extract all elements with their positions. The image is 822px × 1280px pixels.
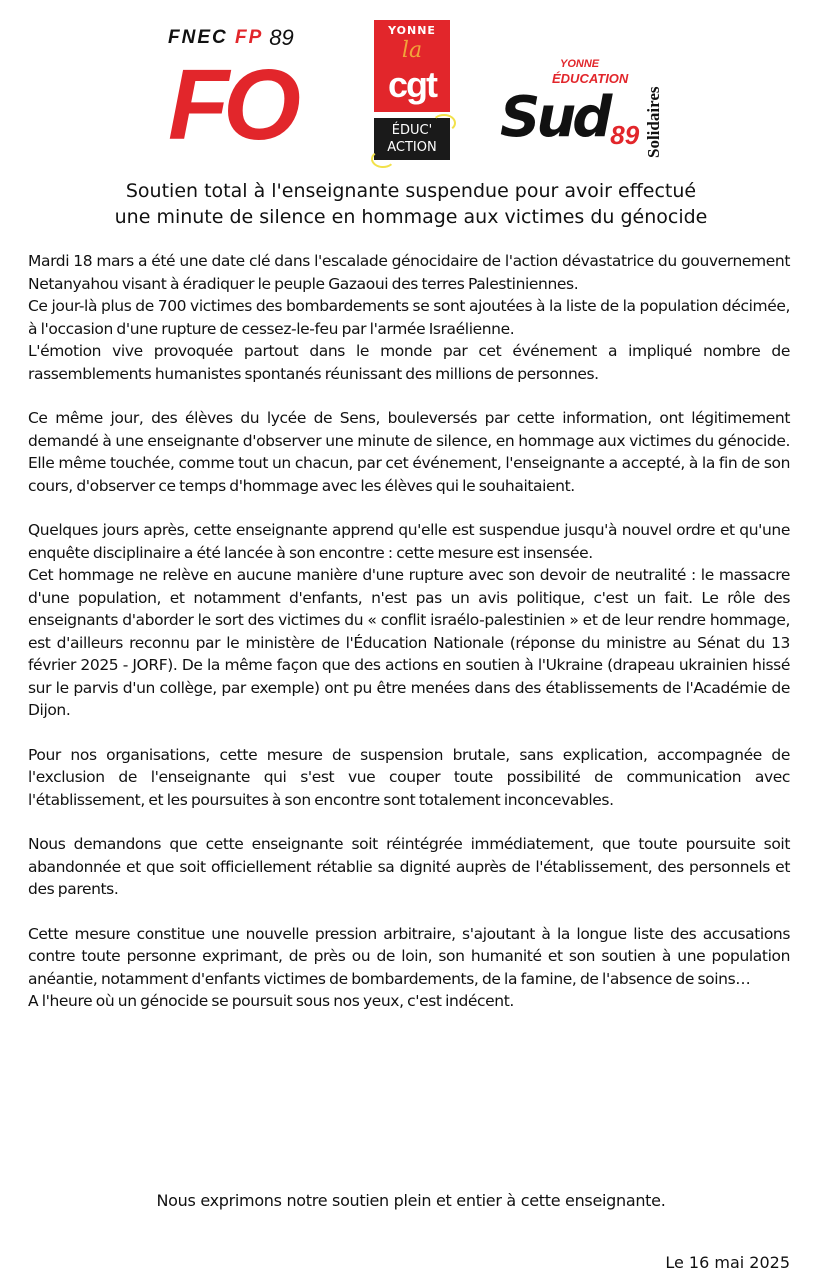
paragraph-text: L'émotion vive provoquée partout dans le monde par cet événement a impliqué nombre de rassemblements humanistes spontanés réunissant des millions de personnes. [28,342,790,383]
fo-logo-number: 89 [269,25,294,50]
fo-logo-fnec: FNEC [168,27,228,48]
cgt-logo-la: la [401,38,423,63]
sud-logo-side [643,58,665,162]
cgt-educaction-logo [374,20,450,160]
fo-logo-fp: FP [235,27,264,48]
document-body [28,250,790,1035]
sud-education-solidaires-logo [500,58,680,162]
paragraph-text: A l'heure où un génocide se poursuit sous nos yeux, c'est indécent. [28,992,514,1010]
closing-statement: Nous exprimons notre soutien plein et entier à cette enseignante. [156,1191,666,1210]
title-line-1: Soutien total à l'enseignante suspendue pour avoir effectué [125,180,697,202]
fo-logo-top-row [168,26,294,50]
cgt-logo-word: cgt [388,64,436,105]
sud-logo-solidaires: Solidaires [644,86,664,158]
paragraph-text: Ce jour-là plus de 700 victimes des bombardements se sont ajoutées à la liste de la population décimée, à l'occasion d'une rupture de cessez-le-feu par l'armée Israélienne. [28,297,790,338]
cgt-logo-educ: ÉDUC' [391,123,433,138]
cgt-logo-arrow-arc [371,150,395,168]
logos-header [0,0,822,170]
cgt-logo-arrow-arc [432,114,456,132]
paragraph-2 [28,407,790,497]
document-title [0,178,822,230]
sud-logo-word-row [500,86,639,150]
cgt-logo-red-block [374,20,450,112]
sud-logo-section: ÉDUCATION [552,71,629,86]
paragraph-text: Pour nos organisations, cette mesure de suspension brutale, sans explication, accompagnée de l'exclusion de l'enseignante qui s'est vue couper toute possibilité de communication avec l'établissement, et les poursuites à son encontre sont totalement inconcevables. [28,745,790,809]
sud-logo-main [500,58,639,162]
paragraph-text: Quelques jours après, cette enseignante apprend qu'elle est suspendue jusqu'à nouvel ordre et qu'une enquête disciplinaire a été lancée à son encontre : cette mesure est insensée. [28,521,790,562]
document-date: Le 16 mai 2025 [665,1253,790,1272]
fo-fnec-fp-89-logo [168,26,318,166]
sud-logo-number: 89 [610,120,640,150]
sud-logo-word: Sud [500,85,609,150]
title-line-2: une minute de silence en hommage aux victimes du génocide [114,206,708,228]
paragraph-6 [28,923,790,1013]
paragraph-4 [28,744,790,812]
paragraph-text: Ce même jour, des élèves du lycée de Sens, bouleversés par cette information, ont légitimement demandé à une enseignante d'observer une minute de silence, en hommage aux victimes du génocide. Elle même touchée, comme tout un chacun, par cet événement, l'enseignante a accepté, à la fin de son cours, d'observer ce temps d'hommage avec les élèves qui le souhaitaient. [28,409,790,495]
paragraph-text: Mardi 18 mars a été une date clé dans l'escalade génocidaire de l'action dévastatrice du gouvernement Netanyahou visant à éradiquer le peuple Gazaoui des terres Palestiniennes. [28,252,790,293]
fo-logo-letters: FO [168,49,295,161]
paragraph-1 [28,250,790,385]
cgt-logo-region: YONNE [388,24,436,37]
paragraph-text: Nous demandons que cette enseignante soit réintégrée immédiatement, que toute poursuite soit abandonnée et que soit officiellement rétablie sa dignité auprès de l'établissement, des personnels et des parents. [28,835,790,898]
sud-logo-region: YONNE [560,58,600,70]
paragraph-3 [28,519,790,722]
paragraph-text: Cette mesure constitue une nouvelle pression arbitraire, s'ajoutant à la longue liste des accusations contre toute personne exprimant, de près ou de loin, son humanité et son soutien à une population anéantie, notamment d'enfants victimes de bombardements, de la famine, de l'absence de soins… [28,924,790,988]
paragraph-5 [28,833,790,901]
paragraph-text: Cet hommage ne relève en aucune manière d'une rupture avec son devoir de neutralité : le massacre d'une population, et notamment d'enfants, n'est pas un avis politique, c'est un fait. Le rôle des enseignants d'aborder le sort des victimes du « conflit israélo-palestinien » et de leur rendre hommage, est d'ailleurs reconnu par le ministère de l'Éducation Nationale (réponse du ministre au Sénat du 13 février 2025 - JORF). De la même façon que des actions en soutien à l'Ukraine (drapeau ukrainien hissé sur le parvis d'un collège, par exemple) ont pu être menées dans des établissements de l'Académie de Dijon. [28,566,790,719]
cgt-logo-action: ACTION [387,140,437,155]
